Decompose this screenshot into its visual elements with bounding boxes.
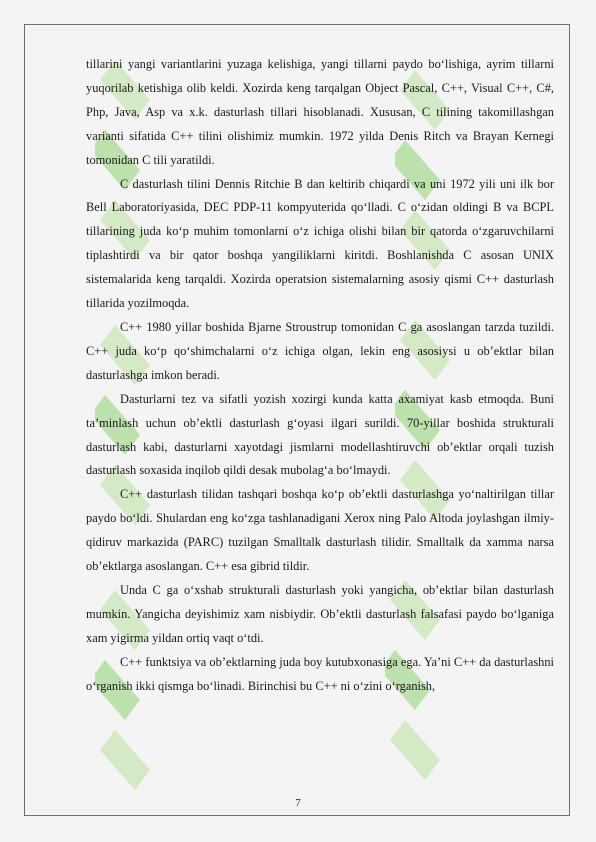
paragraph: C++ dasturlash tilidan tashqari boshqa ko‘p ob’ektli dasturlashga yo‘naltirilgan tillar paydo bo‘ldi. Shulardan eng ko‘zga tashlanadigani Xerox ning Palo Altoda joylashgan ilmiy-qidiruv markazida (PARC) tuzilgan Smalltalk dasturlash tilidir. Smalltalk da xamma narsa ob’ektlarga asoslangan. C++ esa gibrid tildir. <box>86 487 554 574</box>
paragraph: Unda C ga o‘xshab strukturali dasturlash yoki yangicha, ob’ektlar bilan dasturlash mumkin. Yangicha deyishimiz xam nisbiydir. Ob’ektli dasturlash falsafasi paydo bo‘lganiga xam yigirma yildan ortiq vaqt o‘tdi. <box>86 582 554 645</box>
paragraph: C++ funktsiya va ob’ektlarning juda boy kutubxonasiga ega. Ya’ni C++ da dasturlashni o‘rganish ikki qismga bo‘linadi. Birinchisi bu C++ ni o‘zini o‘rganish, <box>86 654 554 693</box>
paragraph: C dasturlash tilini Dennis Ritchie B dan keltirib chiqardi va uni 1972 yili uni ilk bor Bell Laboratoriyasida, DEC PDP-11 kompyuterida qo‘lladi. C o‘zidan oldingi B va BCPL tillarining juda ko‘p muhim tomonlarni o‘z ichiga olishi bilan bir qatorda o‘zgaruvchilarni tiplashtirdi va bir qator boshqa yangiliklarni kiritdi. Boshlanishda C asosan UNIX sistemalarida keng tarqaldi. Xozirda operatsion sistemalarning asosiy qismi C++ dasturlash tillarida yozilmoqda. <box>86 176 554 311</box>
page-number: 7 <box>295 797 301 809</box>
paragraph: tillarini yangi variantlarini yuzaga kelishiga, yangi tillarni paydo bo‘lishiga, ayrim tillarni yuqorilab ketishiga olib keldi. Xozirda keng tarqalgan Object Pascal, C++, Visual C++, C#, Php, Java, Asp va x.k. dasturlash tillari hisoblanadi. Xususan, C tilining takomillashgan varianti sifatida C++ tilini olishimiz mumkin. 1972 yilda Denis Ritch va Brayan Kernegi tomonidan C tili yaratildi. <box>86 57 554 167</box>
paragraph: C++ 1980 yillar boshida Bjarne Stroustrup tomonidan C ga asoslangan tarzda tuzildi. C++ juda ko‘p qo‘shimchalarni o‘z ichiga olgan, lekin eng asosiysi u ob’ektlar bilan dasturlashga imkon beradi. <box>86 319 554 382</box>
body-text <box>86 53 554 698</box>
paragraph: Dasturlarni tez va sifatli yozish xozirgi kunda katta axamiyat kasb etmoqda. Buni ta’minlash uchun ob’ektli dasturlash g‘oyasi ilgari surildi. 70-yillar boshida strukturali dasturlash kabi, dasturlarni xayotdagi jismlarni modellashtiruvchi ob’ektlar orqali tuzish dasturlash soxasida inqilob qildi desak mubolag‘a bo‘lmaydi. <box>86 391 554 478</box>
